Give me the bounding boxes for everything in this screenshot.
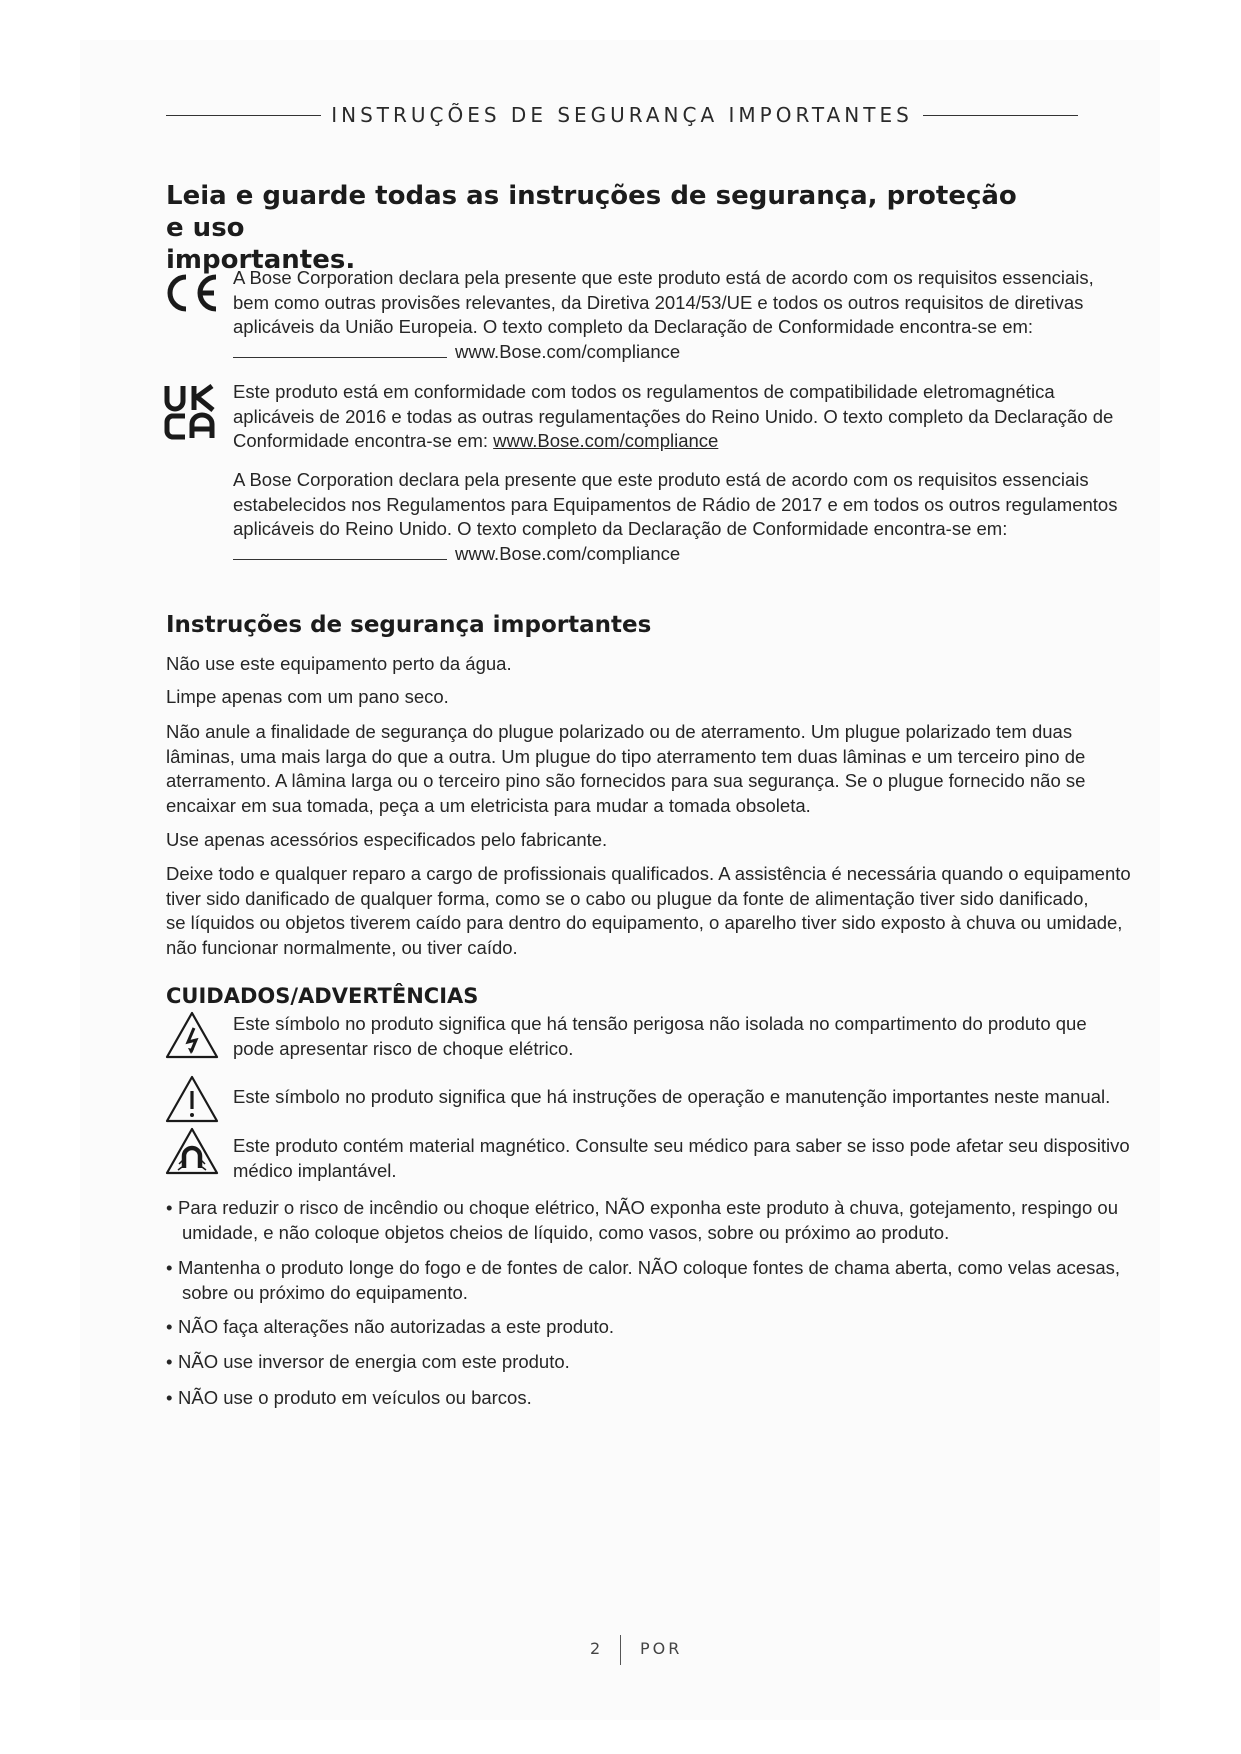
bullet-icon: • <box>166 1316 173 1337</box>
text-line: A Bose Corporation declara pela presente que este produto está de acordo com os requisitos essenciais, <box>233 267 1094 288</box>
caution-bullet <box>166 1196 1118 1245</box>
text-line: A Bose Corporation declara pela presente que este produto está de acordo com os requisitos essenciais <box>233 469 1089 490</box>
safety-p3 <box>166 720 1085 818</box>
warning-manual-text <box>233 1085 1110 1110</box>
text-line: bem como outras provisões relevantes, da Diretiva 2014/53/UE e todos os outros requisitos de diretivas <box>233 291 1084 313</box>
text-line: Mantenha o produto longe do fogo e de fontes de calor. NÃO coloque fontes de chama aberta, como velas acesas, <box>178 1257 1121 1278</box>
text-line: Este símbolo no produto significa que há instruções de operação e manutenção importantes neste manual. <box>233 1086 1111 1107</box>
compliance-url: www.Bose.com/compliance <box>455 340 681 362</box>
bullet-icon: • <box>166 1197 173 1218</box>
text-line: Conformidade encontra-se em: <box>233 430 494 451</box>
text-line: Este símbolo no produto significa que há tensão perigosa não isolada no compartimento do produto que <box>233 1013 1087 1034</box>
blank-underline <box>233 544 447 560</box>
text-line: Este produto está em conformidade com todos os regulamentos de compatibilidade eletromagnética <box>233 381 1055 402</box>
bullet-icon: • <box>166 1351 173 1372</box>
text-line: médico implantável. <box>233 1159 397 1181</box>
text-line: aplicáveis de 2016 e todas as outras regulamentações do Reino Unido. O texto completo da Declaração de <box>233 405 1114 427</box>
electric-shock-warning-icon <box>164 1010 220 1060</box>
bullet-icon: • <box>166 1387 173 1408</box>
compliance-url: www.Bose.com/compliance <box>455 542 681 564</box>
text-line: umidade, e não coloque objetos cheios de líquido, como vasos, sobre ou próximo ao produto. <box>182 1221 950 1243</box>
bullet-icon: • <box>166 1257 173 1278</box>
blank-underline <box>233 342 447 358</box>
text-line: aterramento. A lâmina larga ou o terceiro pino são fornecidos para sua segurança. Se o plugue fornecido não se <box>166 770 1086 791</box>
warning-magnet-text <box>233 1134 1130 1183</box>
text-line: aplicáveis da União Europeia. O texto completo da Declaração de Conformidade encontra-se em: <box>233 316 1034 337</box>
caution-bullet <box>166 1386 532 1411</box>
ce-declaration <box>233 266 1094 364</box>
text-line: Deixe todo e qualquer reparo a cargo de profissionais qualificados. A assistência é necessária quando o equipamento <box>166 863 1131 884</box>
text-line: Não use este equipamento perto da água. <box>166 653 512 674</box>
footer-divider <box>620 1635 621 1665</box>
text-line: Para reduzir o risco de incêndio ou choque elétrico, NÃO exponha este produto à chuva, gotejamento, respingo ou <box>178 1197 1118 1218</box>
safety-p2 <box>166 685 449 710</box>
text-line: Use apenas acessórios especificados pelo fabricante. <box>166 829 608 850</box>
text-line: sobre ou próximo do equipamento. <box>182 1281 468 1303</box>
ukca-mark-icon <box>164 384 218 440</box>
page-number: 2 <box>590 1639 604 1658</box>
cautions-heading: CUIDADOS/ADVERTÊNCIAS <box>166 984 479 1008</box>
exclamation-warning-icon <box>164 1074 220 1124</box>
text-line: Este produto contém material magnético. Consulte seu médico para saber se isso pode afetar seu dispositivo <box>233 1135 1130 1156</box>
caution-bullet <box>166 1315 614 1340</box>
caution-bullet <box>166 1350 570 1375</box>
intro-heading-line: Leia e guarde todas as instruções de segurança, proteção e uso <box>166 181 1017 243</box>
magnet-warning-icon <box>164 1126 220 1176</box>
safety-heading: Instruções de segurança importantes <box>166 612 652 638</box>
text-line: NÃO use inversor de energia com este produto. <box>178 1351 570 1372</box>
warning-shock-text <box>233 1012 1087 1061</box>
text-line: aplicáveis do Reino Unido. O texto completo da Declaração de Conformidade encontra-se em: <box>233 518 1008 539</box>
text-line: se líquidos ou objetos tiverem caído para dentro do equipamento, o aparelho tiver sido exposto à chuva ou umidade, <box>166 912 1123 933</box>
header-rule-right <box>923 115 1078 116</box>
caution-bullet <box>166 1256 1120 1305</box>
safety-p5 <box>166 862 1131 960</box>
text-line: não funcionar normalmente, ou tiver caído. <box>166 936 518 958</box>
text-line: estabelecidos nos Regulamentos para Equipamentos de Rádio de 2017 e em todos os outros regulamentos <box>233 493 1118 515</box>
text-line: NÃO use o produto em veículos ou barcos. <box>178 1387 532 1408</box>
ce-mark-icon <box>164 272 222 314</box>
intro-heading-line: importantes. <box>166 245 356 275</box>
text-line: lâminas, uma mais larga do que a outra. Um plugue do tipo aterramento tem duas lâminas e um terceiro pino de <box>166 745 1086 767</box>
section-header <box>166 100 1078 130</box>
text-line: pode apresentar risco de choque elétrico. <box>233 1037 574 1059</box>
text-line: NÃO faça alterações não autorizadas a este produto. <box>178 1316 615 1337</box>
safety-p4 <box>166 828 607 853</box>
radio-declaration <box>233 468 1117 566</box>
header-title: INSTRUÇÕES DE SEGURANÇA IMPORTANTES <box>331 103 913 127</box>
header-rule-left <box>166 115 321 116</box>
page-footer <box>0 1635 1241 1665</box>
text-line: Não anule a finalidade de segurança do plugue polarizado ou de aterramento. Um plugue polarizado tem duas <box>166 721 1073 742</box>
compliance-link[interactable]: www.Bose.com/compliance <box>493 430 719 451</box>
text-line: Limpe apenas com um pano seco. <box>166 686 449 707</box>
safety-p1 <box>166 652 512 677</box>
text-line: encaixar em sua tomada, peça a um eletricista para mudar a tomada obsoleta. <box>166 794 811 816</box>
ukca-declaration <box>233 380 1113 454</box>
language-code: POR <box>640 1639 683 1658</box>
text-line: tiver sido danificado de qualquer forma, como se o cabo ou plugue da fonte de alimentação tiver sido danificado, <box>166 887 1089 909</box>
intro-heading <box>166 180 1026 276</box>
